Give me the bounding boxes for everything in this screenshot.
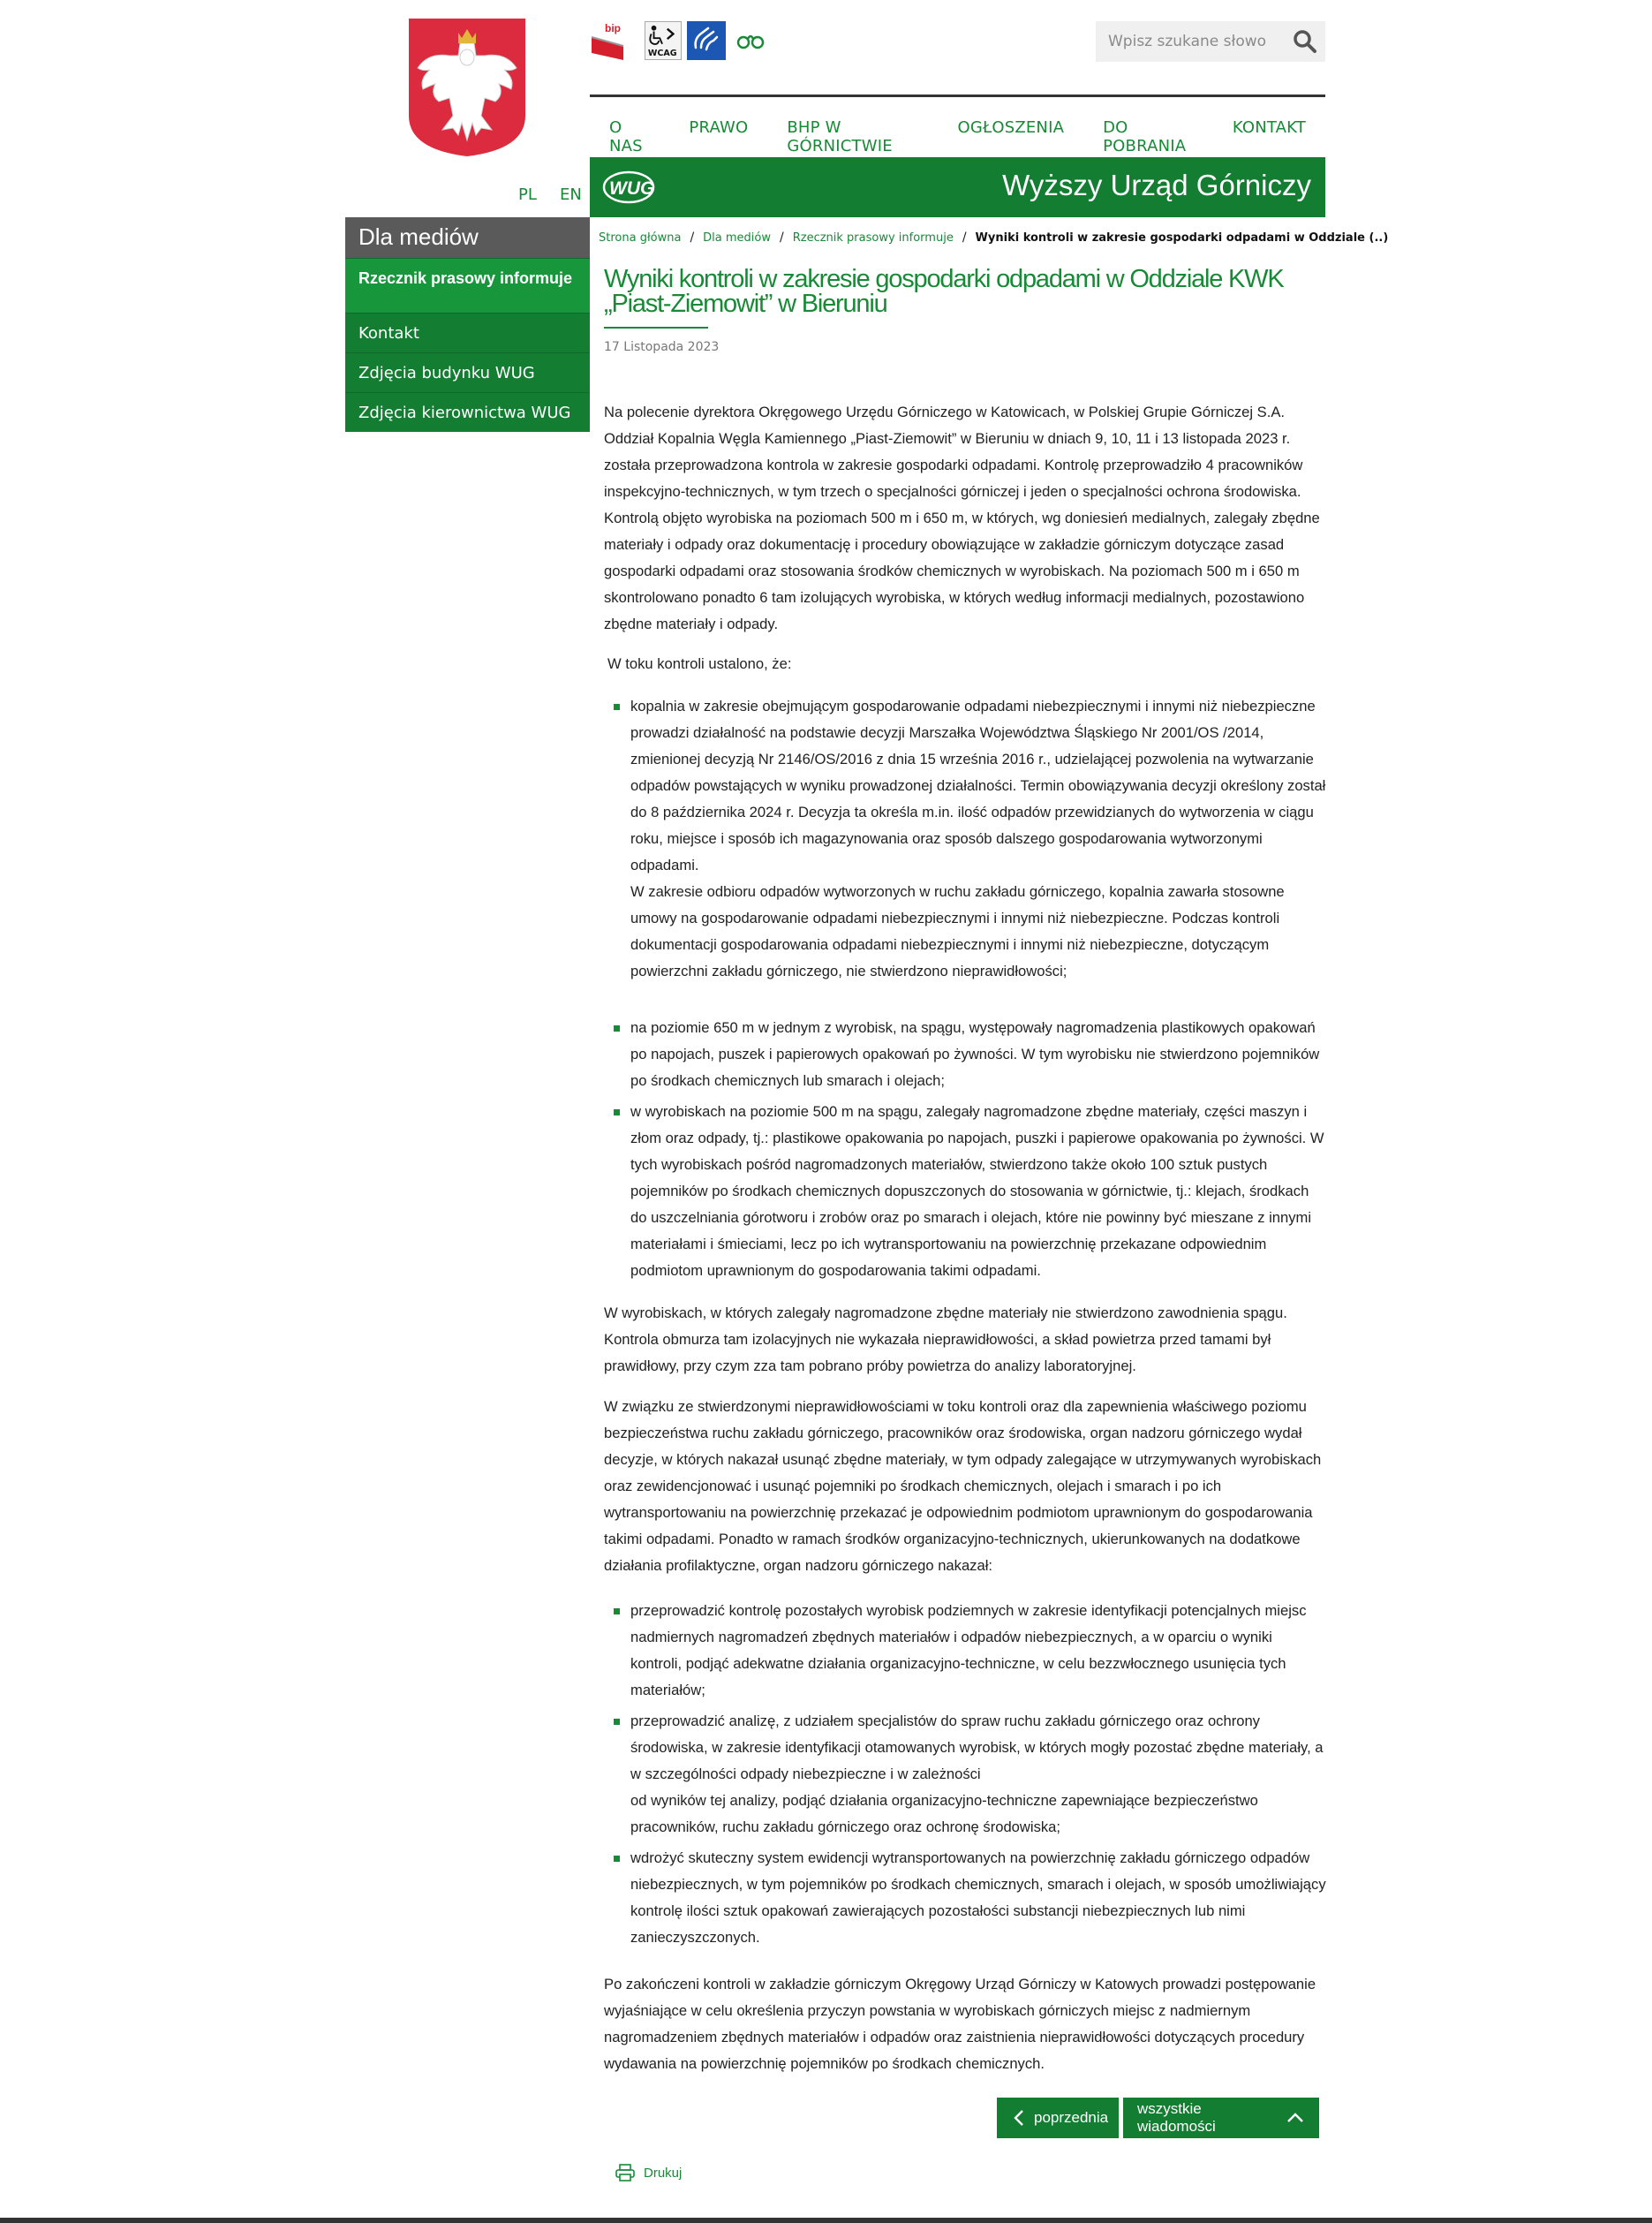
top-divider — [590, 95, 1325, 97]
polish-emblem-logo — [407, 17, 527, 158]
breadcrumb-dla-mediow[interactable]: Dla mediów — [703, 231, 771, 245]
wcag-accessibility-icon[interactable] — [645, 21, 682, 60]
previous-button[interactable] — [997, 2098, 1119, 2138]
nav-bhp[interactable]: BHP W GÓRNICTWIE — [787, 118, 893, 155]
findings-intro: W toku kontroli ustalono, że: — [607, 655, 792, 672]
bip-label: bip — [605, 22, 621, 34]
sidebar-item-rzecznik[interactable]: Rzecznik prasowy informuje — [345, 258, 590, 313]
paragraph-no-flooding: W wyrobiskach, w których zalegały nagromadzone zbędne materiały nie stwierdzono zawodnienia spągu. Kontrola obmurza tam izolacyjnych nie wykazała nieprawidłowości, a skład powietrza przed tamami był prawidłowy, przy czym zza tam pobrano próby powietrza do analizy laboratoryjnej. — [604, 1304, 1287, 1374]
nav-kontakt[interactable]: KONTAKT — [1232, 118, 1306, 137]
article-date: 17 Listopada 2023 — [604, 340, 720, 354]
article-navigation — [997, 2098, 1319, 2138]
site-banner — [590, 157, 1325, 217]
sidebar-item-zdjecia-budynku[interactable]: Zdjęcia budynku WUG — [345, 352, 590, 392]
title-underline — [604, 327, 708, 329]
nav-ogloszenia[interactable]: OGŁOSZENIA — [957, 118, 1065, 137]
wug-logo-text: WUG — [609, 178, 655, 199]
breadcrumb-separator: / — [780, 231, 784, 245]
article-lead: Na polecenie dyrektora Okręgowego Urzędu Górniczego w Katowicach, w Polskiej Grupie Górniczej S.A. Oddział Kopalnia Węgla Kamiennego „Piast-Ziemowit” w Bieruniu w dniach 9, 10, 11 i 13 listopada 2023 r. została przeprowadzona kontrola w zakresie gospodarki odpadami. Kontrolę przeprowadziło 4 pracowników inspekcyjno-technicznych, w tym trzech o specjalności górniczej i jeden o specjalności ochrona środowiska. Kontrolą objęto wyrobiska na poziomach 500 m i 650 m, w których, wg doniesień medialnych, zalegały zbędne materiały i odpady oraz dokumentację i procedury obowiązujące w zakładzie górniczym dotyczące zasad gospodarki odpadami oraz stosowania środków chemicznych w wyrobiskach. Na poziomach 500 m i 650 m skontrolowano ponadto 6 tam izolujących wyrobiska, w których według informacji medialnych, pozostawiono zbędne materiały i odpady. — [604, 404, 1320, 632]
order-text-continued: od wyników tej analizy, podjąć działania organizacyjno-techniczne zapewniające bezpieczeństwo pracowników, ruchu zakładu górniczego oraz ochronę środowiska; — [630, 1792, 1258, 1835]
list-item: w wyrobiskach na poziomie 500 m na spągu, zalegały nagromadzone zbędne materiały, części maszyn i złom oraz odpady, tj.: plastikowe opakowania po napojach, puszki i papierowe opakowania po żywności. W tych wyrobiskach pośród nagromadzonych materiałów, stwierdzono także około 100 sztuk pustych pojemników po środkach chemicznych dopuszczonych do stosowania w górnictwie, tj.: klejach, środkach do uszczelniania górotworu i zrobów oraz po smarach i olejach, które nie powinny być mieszane z innymi materiałami i śmieciami, lecz po ich wytransportowaniu na powierzchnię przekazane odpowiednim podmiotom uprawnionym do gospodarowania takimi odpadami. — [604, 1099, 1326, 1284]
finding-text: kopalnia w zakresie obejmującym gospodarowanie odpadami niebezpiecznymi i innymi niż niebezpieczne prowadzi działalność na podstawie decyzji Marszałka Województwa Śląskiego Nr 2001/OS /2014, zmienionej decyzją Nr 2146/OS/2016 z dnia 15 września 2016 r., udzielającej pozwolenia na wytwarzanie odpadów powstających w wyniku prowadzonej działalności. Termin obowiązywania decyzji określony został do 8 października 2024 r. Decyzja ta określa m.in. ilość odpadów przewidzianych do wytworzenia w ciągu roku, miejsce i sposób ich magazynowania oraz sposób dalszego gospodarowania wytworzonymi odpadami. — [630, 698, 1326, 873]
printer-icon — [615, 2164, 635, 2181]
breadcrumb-current: Wyniki kontroli w zakresie gospodarki odpadami w Oddziale (..) — [975, 231, 1389, 245]
sign-language-icon[interactable] — [687, 21, 726, 60]
lang-pl-link[interactable]: PL — [518, 185, 537, 204]
print-label: Drukuj — [644, 2165, 683, 2181]
list-item: przeprowadzić kontrolę pozostałych wyrobisk podziemnych w zakresie identyfikacji potencjalnych miejsc nadmiernych nagromadzeń zbędnych materiałów i odpadów niebezpiecznych, a w oparciu o wyniki kontroli, podjąć adekwatne działania organizacyjno-techniczne, w celu bezzwłocznego usunięcia tych materiałów; — [604, 1598, 1326, 1704]
footer-bar — [0, 2218, 1652, 2223]
nav-do-pobrania[interactable]: DO POBRANIA — [1103, 118, 1187, 155]
chevron-left-icon — [1011, 2108, 1029, 2128]
sidebar — [345, 217, 590, 432]
breadcrumb-separator: / — [690, 231, 695, 245]
paragraph-decisions: W związku ze stwierdzonymi nieprawidłowościami w toku kontroli oraz dla zapewnienia właściwego poziomu bezpieczeństwa ruchu zakładu górniczego, pracowników oraz środowiska, organ nadzoru górniczego wydał decyzje, w których nakazał usunąć zbędne materiały, w tym odpady zalegające w utrzymywanych wyrobiskach oraz zewidencjonować i usunąć pojemniki po środkach chemicznych, olejach i smarach i po ich wytransportowaniu na powierzchnię przekazać je odpowiednim podmiotom uprawnionym do gospodarowania takimi odpadami. Ponadto w ramach środków organizacyjno-technicznych, ukierunkowanych na dodatkowe działania profilaktyczne, organ nadzoru górniczego nakazał: — [604, 1398, 1322, 1574]
breadcrumb-rzecznik[interactable]: Rzecznik prasowy informuje — [792, 231, 954, 245]
search-box — [1096, 21, 1325, 62]
list-item: wdrożyć skuteczny system ewidencji wytransportowanych na powierzchnię zakładu górniczego odpadów niebezpiecznych, w tym pojemników po środkach chemicznych, smarach i olejach, w sposób umożliwiający kontrolę ilości sztuk opakowań zawierających pozostałości substancji niebezpiecznych lub nimi zanieczyszczonych. — [604, 1845, 1326, 1951]
all-news-label: wszystkie wiadomości — [1137, 2100, 1216, 2135]
list-item — [604, 1708, 1326, 1841]
search-input[interactable] — [1096, 21, 1281, 62]
bip-icon[interactable] — [590, 21, 625, 62]
breadcrumb-home[interactable]: Strona główna — [599, 231, 682, 245]
order-text: przeprowadzić analizę, z udziałem specjalistów do spraw ruchu zakładu górniczego oraz ochrony środowiska, w zakresie identyfikacji otamowanych wyrobisk, w których mogły pozostać zbędne materiały, a w szczególności odpady niebezpieczne i w zależności — [630, 1713, 1324, 1782]
wug-logo[interactable] — [602, 170, 655, 205]
list-item: na poziomie 650 m w jednym z wyrobisk, na spągu, występowały nagromadzenia plastikowych opakowań po napojach, puszek i papierowych opakowań po żywności. W tym wyrobisku nie stwierdzono pojemników po środkach chemicznych lub smarach i olejach; — [604, 1015, 1326, 1094]
paragraph-final: Po zakończeni kontroli w zakładzie górniczym Okręgowy Urząd Górniczy w Katowych prowadzi postępowanie wyjaśniające w celu określenia przyczyn powstania w wyrobiskach górniczych miejsc z nadmiernym nagromadzeniem zbędnych materiałów i odpadów oraz zaistnienia nieprawidłowości dotyczących procedury wydawania na powierzchnię pojemników po środkach chemicznych. — [604, 1976, 1316, 2072]
breadcrumb — [590, 226, 1389, 249]
nav-prawo[interactable]: PRAWO — [689, 118, 749, 137]
lang-en-link[interactable]: EN — [560, 185, 582, 204]
list-item — [604, 693, 1326, 985]
all-news-button[interactable] — [1123, 2098, 1319, 2138]
banner-title: Wyższy Urząd Górniczy — [1002, 169, 1311, 201]
orders-list — [604, 1598, 1326, 1955]
finding-text-continued: W zakresie odbioru odpadów wytworzonych w ruchu zakładu górniczego, kopalnia zawarła stosowne umowy na gospodarowanie odpadami niebezpiecznymi i innymi niż niebezpieczne. Podczas kontroli dokumentacji gospodarowania odpadami niebezpiecznymi i innymi niż niebezpieczne, dotyczącym powierzchni zakładu górniczego, nie stwierdzono nieprawidłowości; — [630, 883, 1285, 979]
findings-list — [604, 693, 1326, 1284]
sidebar-title: Dla mediów — [345, 217, 590, 258]
article — [604, 265, 1326, 2072]
sidebar-item-zdjecia-kierownictwa[interactable]: Zdjęcia kierownictwa WUG — [345, 392, 590, 432]
print-link[interactable] — [615, 2164, 682, 2181]
chevron-up-icon — [1286, 2109, 1305, 2127]
main-nav — [590, 111, 1325, 155]
search-icon[interactable] — [1292, 28, 1318, 55]
sidebar-item-kontakt[interactable]: Kontakt — [345, 313, 590, 352]
wcag-label: WCAG — [647, 49, 677, 59]
high-contrast-glasses-icon[interactable] — [736, 30, 765, 51]
breadcrumb-separator: / — [962, 231, 967, 245]
nav-o-nas[interactable]: O NAS — [609, 118, 643, 155]
article-title: Wyniki kontroli w zakresie gospodarki odpadami w Oddziale KWK „Piast-Ziemowit” w Bieruniu — [604, 265, 1284, 318]
previous-label: poprzednia — [1034, 2109, 1109, 2126]
